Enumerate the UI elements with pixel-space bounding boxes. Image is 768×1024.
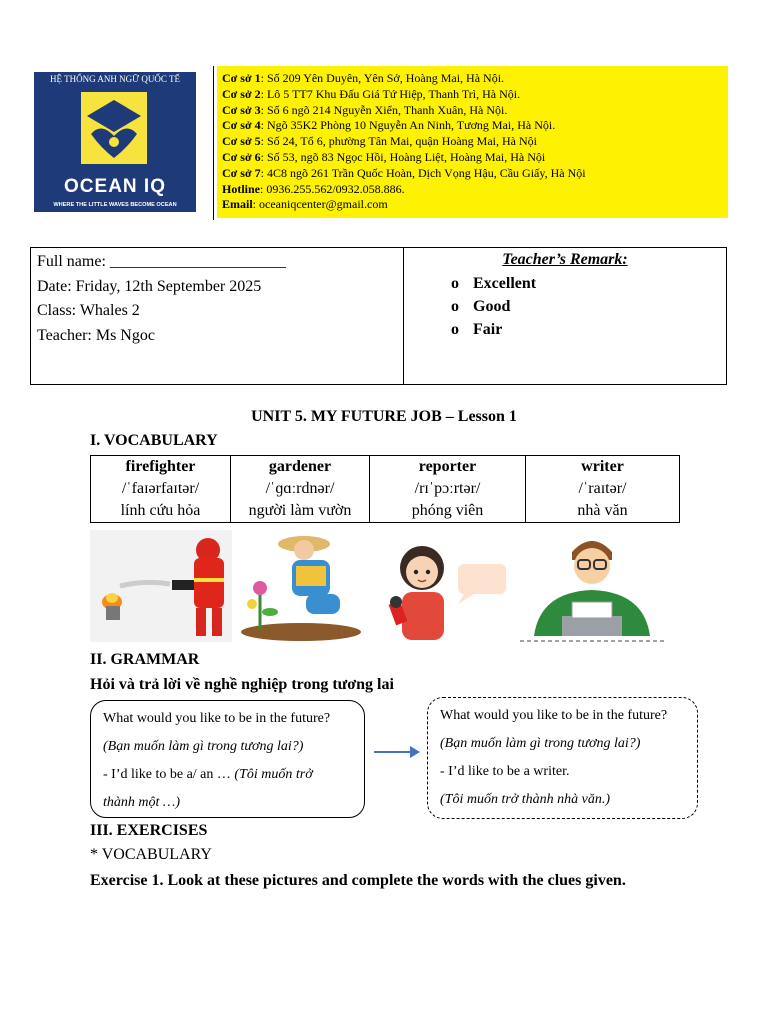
vocab-word: reporter — [370, 456, 526, 479]
vocab-ipa: /rɪˈpɔːrtər/ — [370, 478, 526, 500]
address-row: Cơ sở 3: Số 6 ngõ 214 Nguyễn Xiển, Thanh Xuân, Hà Nội. — [222, 102, 508, 117]
remark-option-fair[interactable]: o Fair — [451, 318, 536, 341]
student-info-table — [30, 247, 727, 385]
structure-answer: - I’d like to be a/ an … (Tôi muốn trở — [103, 767, 313, 782]
vocab-meaning: người làm vườn — [231, 500, 370, 523]
unit-title: UNIT 5. MY FUTURE JOB – Lesson 1 — [251, 408, 517, 425]
arrow-right-icon — [372, 744, 422, 765]
exercises-heading: III. EXERCISES — [90, 822, 208, 839]
header-divider — [213, 66, 214, 220]
vocabulary-table — [90, 455, 680, 523]
remark-option-good[interactable]: o Good — [451, 295, 536, 318]
address-row: Cơ sở 1: Số 209 Yên Duyên, Yên Sở, Hoàng Mai, Hà Nội. — [222, 71, 505, 85]
address-row: Cơ sở 7: 4C8 ngõ 261 Trần Quốc Hoàn, Dịch Vọng Hậu, Cầu Giấy, Hà Nội — [222, 165, 586, 180]
address-row: Cơ sở 6: Số 53, ngõ 83 Ngọc Hồi, Hoàng Liệt, Hoàng Mai, Hà Nội — [222, 149, 546, 164]
address-row: Cơ sở 4: Ngõ 35K2 Phòng 10 Nguyễn An Ninh, Tương Mai, Hà Nội. — [222, 118, 556, 133]
example-question: What would you like to be in the future? — [440, 708, 668, 723]
address-block — [217, 66, 728, 218]
logo-tagline: WHERE THE LITTLE WAVES BECOME OCEAN — [53, 202, 177, 208]
school-logo — [34, 72, 196, 212]
full-name-field[interactable]: Full name: ______________________ — [37, 253, 286, 270]
vocab-word: firefighter — [91, 456, 231, 479]
date-line: Date: Friday, 12th September 2025 — [37, 277, 262, 295]
vocab-meaning: phóng viên — [370, 500, 526, 523]
vocab-ipa: /ˈɡɑːrdnər/ — [231, 478, 370, 500]
vocab-ipa: /ˈraɪtər/ — [526, 478, 680, 500]
example-answer: - I’d like to be a writer. — [440, 764, 570, 779]
vocab-meaning: nhà văn — [526, 500, 680, 523]
bullet-icon: o — [451, 298, 459, 315]
teacher-remark-title: Teacher’s Remark: — [502, 251, 628, 268]
vocab-word: gardener — [231, 456, 370, 479]
bullet-icon: o — [451, 321, 459, 338]
remark-options — [451, 272, 536, 341]
example-answer-vi: (Tôi muốn trở thành nhà văn.) — [440, 792, 611, 807]
grammar-structure-box — [90, 700, 365, 818]
hotline-row: Hotline: 0936.255.562/0932.058.886. — [222, 181, 405, 196]
logo-emblem-icon — [81, 92, 147, 164]
vocab-meaning: lính cứu hỏa — [91, 500, 231, 523]
vocab-word: writer — [526, 456, 680, 479]
reporter-picture — [384, 530, 510, 642]
structure-answer-vi: thành một …) — [103, 795, 180, 810]
address-row: Cơ sở 2: Lô 5 TT7 Khu Đấu Giá Tứ Hiệp, Thanh Trì, Hà Nội. — [222, 86, 521, 101]
writer-picture — [520, 530, 665, 642]
exercises-subheading: * VOCABULARY — [90, 846, 212, 863]
bullet-icon: o — [451, 275, 459, 292]
firefighter-picture — [90, 530, 232, 642]
grammar-example-box — [427, 697, 698, 819]
student-info — [37, 250, 286, 348]
grammar-heading: II. GRAMMAR — [90, 651, 200, 668]
address-row: Cơ sở 5: Số 24, Tổ 6, phường Tân Mai, quận Hoàng Mai, Hà Nội — [222, 134, 538, 149]
vocabulary-heading: I. VOCABULARY — [90, 432, 218, 449]
grammar-subheading: Hỏi và trả lời về nghề nghiệp trong tương lai — [90, 676, 394, 693]
logo-top-text: HỆ THỐNG ANH NGỮ QUỐC TẾ — [50, 74, 180, 84]
gardener-picture — [236, 530, 366, 642]
email-row: Email: oceaniqcenter@gmail.com — [222, 197, 388, 212]
teacher-line: Teacher: Ms Ngoc — [37, 326, 155, 344]
class-line: Class: Whales 2 — [37, 302, 140, 319]
example-question-vi: (Bạn muốn làm gì trong tương lai?) — [440, 736, 641, 751]
vocab-ipa: /ˈfaɪərfaɪtər/ — [91, 478, 231, 500]
exercise-1-instruction: Exercise 1. Look at these pictures and complete the words with the clues given. — [90, 872, 626, 889]
structure-question: What would you like to be in the future? — [103, 711, 331, 726]
structure-question-vi: (Bạn muốn làm gì trong tương lai?) — [103, 739, 304, 754]
logo-name: OCEAN IQ — [64, 176, 166, 197]
remark-option-excellent[interactable]: o Excellent — [451, 272, 536, 295]
